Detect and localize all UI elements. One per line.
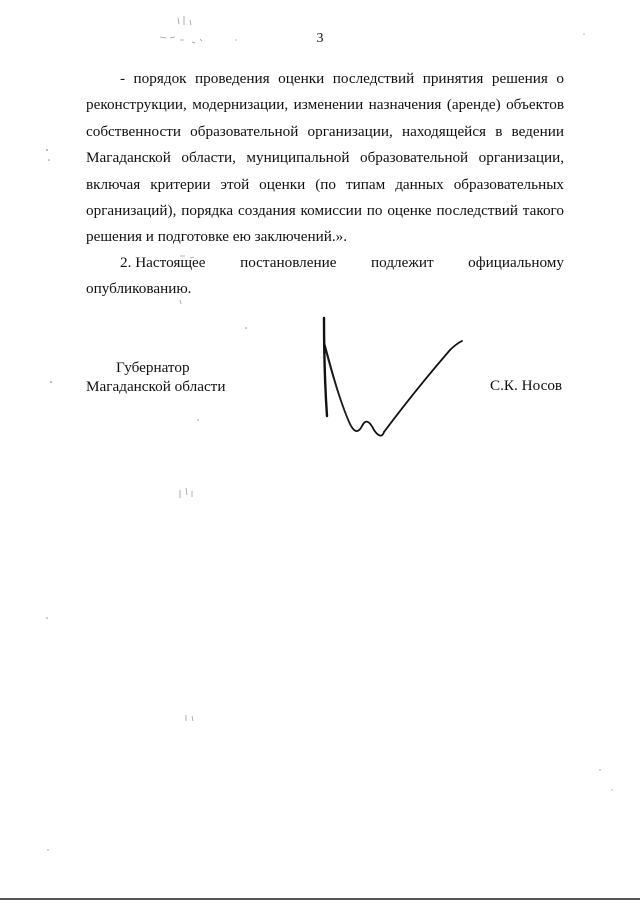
signer-title-line-2: Магаданской области <box>86 378 226 395</box>
signer-name: С.К. Носов <box>490 377 563 394</box>
paragraph-publication-line-1 <box>86 250 564 276</box>
signer-title-line-1: Губернатор <box>116 359 190 376</box>
paragraph-word: подлежит <box>371 254 434 271</box>
signer-title <box>86 358 225 396</box>
paragraph-order-procedure: - порядок проведения оценки последствий принятия решения о реконструкции, модернизации, изменении назначения (аренде) объектов собственности образовательной организации, находящейся в ведении Магаданской области, муниципальной образовательной организации, включая критерии этой оценки (по типам данных образовательных организаций), порядка создания комиссии по оценке последствий такого решения и подготовке ею заключений.». <box>86 70 564 246</box>
bottom-edge-line <box>0 898 640 900</box>
paragraph-publication-line-2: опубликованию. <box>86 280 192 298</box>
page-number: 3 <box>316 31 324 46</box>
paragraph-publication <box>86 250 564 303</box>
paragraph-word: 2. Настоящее <box>120 254 206 271</box>
paragraph-word: официальному <box>468 254 564 271</box>
handwritten-signature <box>312 312 472 447</box>
paragraph-word: постановление <box>240 254 337 271</box>
